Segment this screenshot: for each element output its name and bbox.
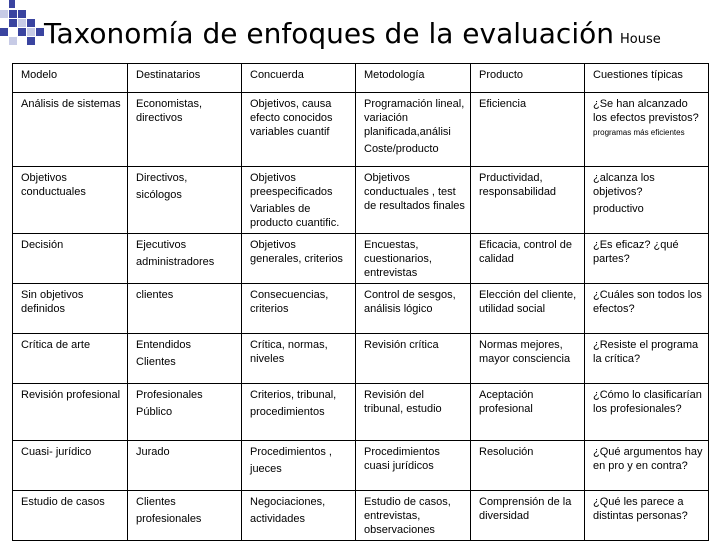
- cell-text: Consecuencias, criterios: [250, 289, 329, 315]
- taxonomy-table: [12, 63, 709, 541]
- cell-text: ¿Qué argumentos hay en pro y en contra?: [593, 446, 703, 472]
- cell-text: Ejecutivos: [136, 239, 187, 251]
- table-row: [13, 167, 709, 234]
- header-row: [13, 64, 709, 93]
- table-row: [13, 93, 709, 167]
- cell-text: ¿Cuáles son todos los efectos?: [593, 289, 702, 315]
- cell-text: Eficacia, control de calidad: [479, 239, 572, 265]
- cell-text: Clientes: [136, 356, 176, 368]
- cell-text: Objetivos conductuales: [21, 172, 86, 198]
- table-cell: [128, 167, 242, 234]
- cell-text: Entendidos: [136, 339, 192, 351]
- table-row: [13, 491, 709, 541]
- table-cell: [242, 284, 356, 334]
- cell-text: procedimientos: [250, 406, 325, 418]
- header-cell: Concuerda: [242, 64, 356, 93]
- table-cell: [585, 491, 709, 541]
- table-row: [13, 234, 709, 284]
- table-cell: [242, 491, 356, 541]
- cell-text: Programación lineal, variación planificada,análisi: [364, 98, 465, 138]
- cell-text: Sin objetivos definidos: [21, 289, 84, 315]
- cell-text: Objetivos, causa efecto conocidos variables cuantif: [250, 98, 333, 138]
- table-cell: [242, 234, 356, 284]
- cell-text: Negociaciones,: [250, 496, 326, 508]
- table-cell: [242, 334, 356, 384]
- cell-text: Variables de producto cuantific.: [250, 203, 340, 229]
- table-cell: [356, 491, 471, 541]
- header-cell: Destinatarios: [128, 64, 242, 93]
- cell-text: ¿Es eficaz? ¿qué partes?: [593, 239, 679, 265]
- table-cell: [356, 334, 471, 384]
- header-cell: Modelo: [13, 64, 128, 93]
- cell-text: Eficiencia: [479, 98, 527, 110]
- table-cell: [471, 284, 585, 334]
- table-cell: [242, 93, 356, 167]
- table-cell: [128, 93, 242, 167]
- cell-text: clientes: [136, 289, 174, 301]
- cell-text: actividades: [250, 513, 306, 525]
- table-row: [13, 284, 709, 334]
- table-cell: [585, 234, 709, 284]
- table-cell: [13, 491, 128, 541]
- title-author: House: [619, 32, 661, 47]
- cell-text: ¿Cómo lo clasificarían los profesionales?: [593, 389, 702, 415]
- cell-text: Resolución: [479, 446, 534, 458]
- table-cell: [585, 334, 709, 384]
- cell-text: Clientes: [136, 496, 176, 508]
- cell-text: Jurado: [136, 446, 170, 458]
- table-cell: [13, 167, 128, 234]
- table-cell: [242, 167, 356, 234]
- cell-text: Procedimientos ,: [250, 446, 332, 458]
- cell-text: Criterios, tribunal,: [250, 389, 337, 401]
- cell-text: sicólogos: [136, 189, 182, 201]
- table-row: [13, 334, 709, 384]
- table-cell: [356, 441, 471, 491]
- table-cell: [128, 234, 242, 284]
- cell-text: administradores: [136, 256, 215, 268]
- cell-text: Revisión crítica: [364, 339, 439, 351]
- cell-text: Coste/producto: [364, 143, 439, 155]
- table-cell: [585, 167, 709, 234]
- table-cell: [471, 334, 585, 384]
- cell-text: jueces: [250, 463, 282, 475]
- cell-text: Estudio de casos, entrevistas, observaciones: [364, 496, 451, 536]
- table-cell: [128, 284, 242, 334]
- table-cell: [585, 284, 709, 334]
- table-cell: [471, 491, 585, 541]
- cell-text: Análisis de sistemas: [21, 98, 121, 110]
- table-cell: [356, 384, 471, 441]
- table-body: [13, 93, 709, 541]
- cell-text: Crítica de arte: [21, 339, 91, 351]
- table-cell: [585, 93, 709, 167]
- cell-text: Procedimientos cuasi jurídicos: [364, 446, 440, 472]
- cell-text: Encuestas, cuestionarios, entrevistas: [364, 239, 432, 279]
- header-cell: Cuestiones típicas: [585, 64, 709, 93]
- title-text: Taxonomía de enfoques de la evaluación: [44, 17, 614, 50]
- table-cell: [471, 441, 585, 491]
- page-title: [44, 16, 661, 58]
- cell-text: Estudio de casos: [21, 496, 105, 508]
- table-cell: [585, 384, 709, 441]
- table-cell: [471, 234, 585, 284]
- cell-text: Aceptación profesional: [479, 389, 534, 415]
- cell-text: Objetivos conductuales , test de resultados finales: [364, 172, 465, 212]
- table-cell: [356, 284, 471, 334]
- cell-text: ¿Qué les parece a distintas personas?: [593, 496, 688, 522]
- table-cell: [13, 234, 128, 284]
- table-cell: [242, 441, 356, 491]
- cell-text: Revisión del tribunal, estudio: [364, 389, 442, 415]
- cell-text: Profesionales: [136, 389, 203, 401]
- table-cell: [471, 167, 585, 234]
- cell-text: Economistas, directivos: [136, 98, 203, 124]
- cell-text: Control de sesgos, análisis lógico: [364, 289, 456, 315]
- table-cell: [356, 93, 471, 167]
- cell-text: Objetivos preespecificados: [250, 172, 333, 198]
- cell-text: Objetivos generales, criterios: [250, 239, 343, 265]
- cell-text: Cuasi- jurídico: [21, 446, 92, 458]
- header-cell: Metodología: [356, 64, 471, 93]
- table-cell: [13, 284, 128, 334]
- table-cell: [128, 384, 242, 441]
- table-cell: [128, 334, 242, 384]
- cell-text: Crítica, normas, niveles: [250, 339, 328, 365]
- cell-text: ¿Se han alcanzado los efectos previstos?: [593, 98, 699, 124]
- table-cell: [356, 234, 471, 284]
- table-cell: [13, 441, 128, 491]
- table-row: [13, 441, 709, 491]
- table-cell: [13, 93, 128, 167]
- header-cell: Producto: [471, 64, 585, 93]
- cell-text: Comprensión de la diversidad: [479, 496, 572, 522]
- cell-text: Directivos,: [136, 172, 188, 184]
- cell-text: Normas mejores, mayor consciencia: [479, 339, 571, 365]
- table-cell: [13, 384, 128, 441]
- table-cell: [585, 441, 709, 491]
- table-cell: [128, 441, 242, 491]
- table-cell: [471, 93, 585, 167]
- cell-text: ¿Resiste el programa la crítica?: [593, 339, 699, 365]
- cell-text: Prductividad, responsabilidad: [479, 172, 557, 198]
- table-cell: [471, 384, 585, 441]
- cell-text: Público: [136, 406, 173, 418]
- table-cell: [128, 491, 242, 541]
- cell-text: programas más eficientes: [593, 128, 685, 137]
- cell-text: Revisión profesional: [21, 389, 121, 401]
- cell-text: profesionales: [136, 513, 202, 525]
- cell-text: Decisión: [21, 239, 64, 251]
- table-row: [13, 384, 709, 441]
- cell-text: productivo: [593, 203, 644, 215]
- table-cell: [242, 384, 356, 441]
- table-cell: [13, 334, 128, 384]
- table-cell: [356, 167, 471, 234]
- cell-text: ¿alcanza los objetivos?: [593, 172, 655, 198]
- cell-text: Elección del cliente, utilidad social: [479, 289, 577, 315]
